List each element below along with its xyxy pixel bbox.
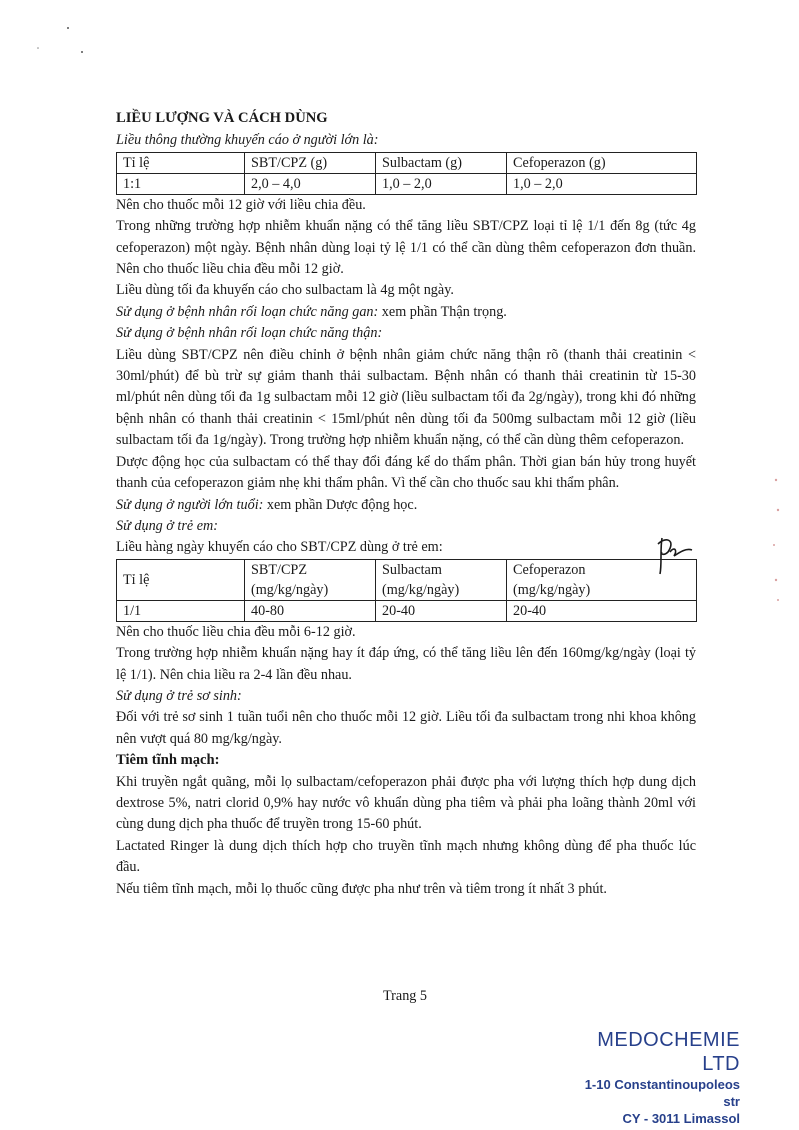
table-cell: 1,0 – 2,0 xyxy=(376,173,507,194)
table-cell: Sulbactam (g) xyxy=(376,152,507,173)
scan-speck-icon xyxy=(30,20,100,60)
table-cell: Cefoperazon (g) xyxy=(507,152,697,173)
table-cell: 40-80 xyxy=(245,600,376,621)
paragraph xyxy=(116,495,696,516)
page-number: Trang 5 xyxy=(383,988,428,1004)
table-cell: 1:1 xyxy=(117,173,245,194)
table-cell: Tỉ lệ xyxy=(117,559,245,600)
child-label: Sử dụng ở trẻ em: xyxy=(116,517,218,534)
table-cell xyxy=(376,559,507,600)
paragraph: Dược động học của sulbactam có thể thay đổi đáng kể do thẩm phân. Thời gian bán hủy trong huyết thanh của cefoperazon giảm nhẹ khi thẩm phân. Vì thế cần cho thuốc sau khi thẩm phân. xyxy=(116,453,696,492)
table-cell: 20-40 xyxy=(507,600,697,621)
paragraph: Nên cho thuốc liều chia đều mỗi 6-12 giờ. xyxy=(116,623,356,640)
paragraph: Lactated Ringer là dung dịch thích hợp cho truyền tĩnh mạch nhưng không dùng để pha thuốc lúc đầu. xyxy=(116,837,696,876)
table-cell: 20-40 xyxy=(376,600,507,621)
header-line: (mg/kg/ngày) xyxy=(251,581,329,598)
paragraph: Trong trường hợp nhiễm khuẩn nặng hay ít đáp ứng, có thể tăng liều lên đến 160mg/kg/ngày (loại tỷ lệ 1/1). Nên chia liều ra 2-4 lần đều nhau. xyxy=(116,645,696,683)
adult-intro: Liều thông thường khuyến cáo ở người lớn là: xyxy=(116,132,379,149)
child-intro: Liều hàng ngày khuyến cáo cho SBT/CPZ dùng ở trẻ em: xyxy=(116,539,443,556)
signature-mark-icon xyxy=(650,530,700,580)
paragraph: Nên cho thuốc mỗi 12 giờ với liều chia đều. xyxy=(116,196,366,213)
iv-title: Tiêm tĩnh mạch: xyxy=(116,752,220,769)
paragraph: Đối với trẻ sơ sinh 1 tuần tuổi nên cho thuốc mỗi 12 giờ. Liều tối đa sulbactam trong nhi khoa không nên vượt quá 80 mg/kg/ngày. xyxy=(116,709,696,747)
elderly-label: Sử dụng ở người lớn tuổi: xyxy=(116,496,264,513)
table-row xyxy=(117,600,697,621)
table-header-row xyxy=(117,559,697,600)
stamp-company: MEDOCHEMIE LTD xyxy=(597,1029,740,1075)
stamp-address-line: CY - 3011 Limassol xyxy=(622,1111,740,1126)
liver-text: xem phần Thận trọng. xyxy=(378,303,507,320)
table-cell: 1,0 – 2,0 xyxy=(507,173,697,194)
table-cell xyxy=(245,559,376,600)
paragraph: Khi truyền ngắt quãng, mỗi lọ sulbactam/cefoperazon phải được pha với lượng thích hợp dung dịch dextrose 5%, natri clorid 0,9% hay nước vô khuẩn dùng pha tiêm và phải pha loãng thành 20ml với cùng dung dịch pha thuốc để truyền trong 15-60 phút. xyxy=(116,773,696,833)
margin-speck-icon xyxy=(766,470,786,620)
header-line: (mg/kg/ngày) xyxy=(382,581,460,598)
table-cell: Tỉ lệ xyxy=(117,152,245,173)
table-cell: 2,0 – 4,0 xyxy=(245,173,376,194)
kidney-label: Sử dụng ở bệnh nhân rối loạn chức năng thận: xyxy=(116,325,383,342)
newborn-label: Sử dụng ở trẻ sơ sinh: xyxy=(116,687,242,704)
header-line: SBT/CPZ xyxy=(251,561,307,578)
header-line: (mg/kg/ngày) xyxy=(513,581,591,598)
document-body xyxy=(116,108,696,900)
child-dosage-table xyxy=(116,559,697,622)
paragraph: Nếu tiêm tĩnh mạch, mỗi lọ thuốc cũng được pha như trên và tiêm trong ít nhất 3 phút. xyxy=(116,880,607,897)
elderly-text: xem phần Dược động học. xyxy=(263,496,418,513)
liver-label: Sử dụng ở bệnh nhân rối loạn chức năng gan: xyxy=(116,303,379,320)
table-cell: 1/1 xyxy=(117,600,245,621)
header-line: Sulbactam xyxy=(382,561,442,578)
paragraph xyxy=(116,302,696,323)
table-row xyxy=(117,173,697,194)
paragraph: Liều dùng SBT/CPZ nên điều chỉnh ở bệnh nhân giảm chức năng thận rõ (thanh thải creatinin < 30ml/phút) để bù trừ sự giảm thanh thải sulbactam. Bệnh nhân có thanh thải creatinin từ 15-30 ml/phút nên dùng tối đa 1g sulbactam mỗi 12 giờ (liều sulbactam tối đa 2g/ngày), trong khi đó những bệnh nhân có thanh thải creatinin < 15ml/phút nên dùng tối đa 500mg sulbactam mỗi 12 giờ (liều sulbactam tối đa 1g/ngày). Trong trường hợp nhiễm khuẩn nặng, có thể cần dùng thêm cefoperazon. xyxy=(116,346,696,449)
stamp-address-line: 1-10 Constantinoupoleos str xyxy=(584,1077,740,1109)
table-header-row xyxy=(117,152,697,173)
company-stamp xyxy=(570,1028,740,1127)
header-line: Cefoperazon xyxy=(513,561,586,578)
adult-dosage-table xyxy=(116,152,697,195)
paragraph: Trong những trường hợp nhiễm khuẩn nặng có thể tăng liều SBT/CPZ loại tỉ lệ 1/1 đến 8g (tức 4g cefoperazon) một ngày. Bệnh nhân dùng loại tỷ lệ 1/1 có thể cần dùng thêm cefoperazon đơn thuần. Nên cho thuốc liều chia đều mỗi 12 giờ. xyxy=(116,218,696,278)
paragraph: Liều dùng tối đa khuyến cáo cho sulbactam là 4g một ngày. xyxy=(116,282,454,299)
table-cell: SBT/CPZ (g) xyxy=(245,152,376,173)
section-title: LIỀU LƯỢNG VÀ CÁCH DÙNG xyxy=(116,110,328,126)
